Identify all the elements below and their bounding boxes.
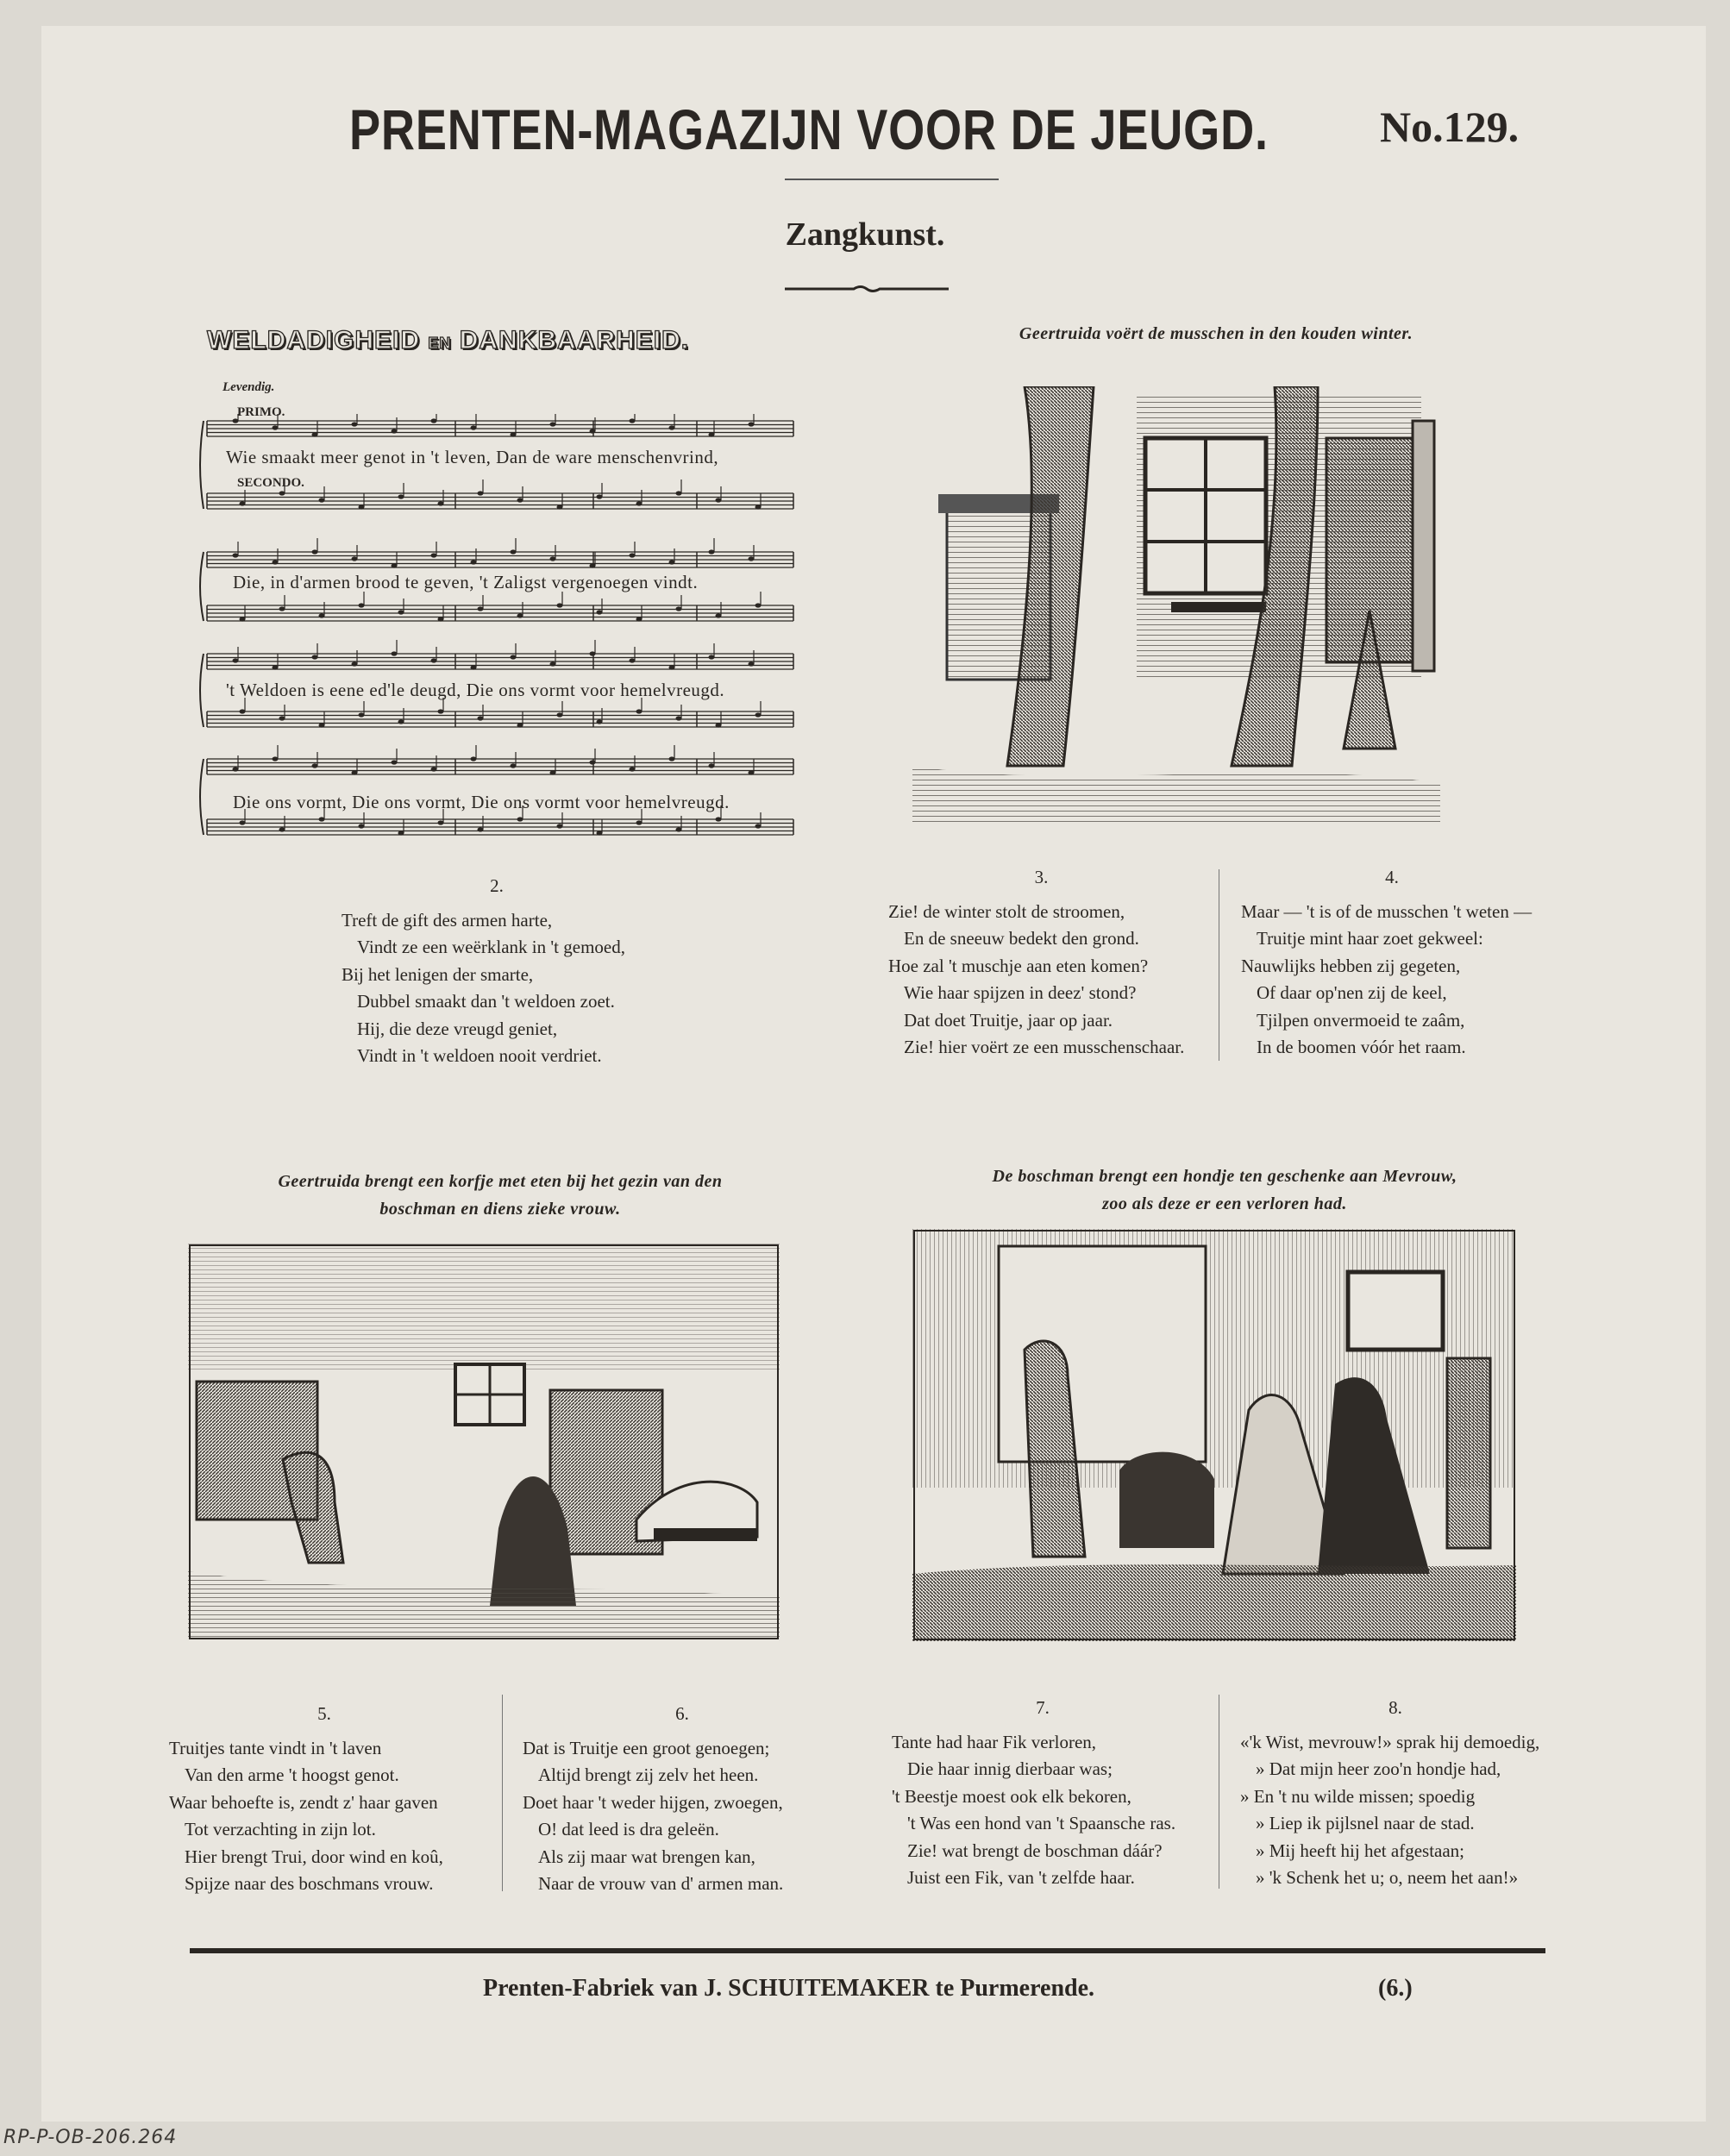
verse-line: Hij, die deze vreugd geniet, (357, 1018, 558, 1039)
verse-line: » Mij heeft hij het afgestaan; (1256, 1839, 1465, 1861)
system-brace (200, 552, 204, 621)
system-brace (200, 759, 204, 835)
verse-line: Vindt ze een weërklank in 't gemoed, (357, 937, 625, 957)
verse-line: Waar behoefte is, zendt z' haar gaven (169, 1791, 438, 1813)
verse-line: Altijd brengt zij zelv het heen. (538, 1764, 759, 1785)
verse-line: Wie haar spijzen in deez' stond? (904, 982, 1137, 1003)
footer-rule (190, 1948, 1545, 1953)
ornament-divider-icon (785, 285, 949, 293)
verse-line: Juist een Fik, van 't zelfde haar. (907, 1867, 1135, 1888)
verse-line: Tot verzachting in zijn lot. (185, 1819, 376, 1839)
verse-line: Hier brengt Trui, door wind en koû, (185, 1846, 443, 1867)
voice-primo: PRIMO. (237, 405, 285, 419)
basket-visit-illustration (188, 1244, 780, 1640)
voice-secondo: SECONDO. (237, 476, 304, 490)
verse-line: Truitje mint haar zoet gekweel: (1257, 928, 1483, 949)
page-title: PRENTEN-MAGAZIJN VOOR DE JEUGD. (349, 97, 1269, 161)
verse-3 (888, 864, 1216, 1062)
song-title-part: DANKBAARHEID. (459, 326, 690, 354)
verse-6 (523, 1701, 850, 1898)
illustration-caption (897, 1163, 1552, 1218)
caption-line: Geertruida voërt de musschen in den kouden winter. (1019, 324, 1413, 343)
verse-line: Zie! hier voërt ze een musschenschaar. (904, 1037, 1185, 1057)
verse-5 (169, 1701, 497, 1898)
verse-line: Zie! de winter stolt de stroomen, (888, 900, 1125, 922)
illustration-caption (172, 1168, 828, 1223)
verse-line: Tjilpen onvermoeid te zaâm, (1257, 1009, 1465, 1031)
song-title (207, 326, 689, 355)
system-brace (200, 421, 204, 509)
lyric-line: 't Weldoen is eene ed'le deugd, Die ons vormt voor hemelvreugd. (226, 680, 725, 700)
column-divider (502, 1695, 503, 1891)
verse-line: Vindt in 't weldoen nooit verdriet. (357, 1045, 602, 1066)
caption-line: boschman en diens zieke vrouw. (379, 1200, 621, 1219)
verse-line: Dat doet Truitje, jaar op jaar. (904, 1009, 1113, 1031)
song-title-part: WELDADIGHEID (207, 326, 420, 354)
verse-line: Zie! wat brengt de boschman dáár? (907, 1839, 1163, 1861)
caption-line: Geertruida brengt een korfje met eten bij het gezin van den (278, 1172, 723, 1191)
verse-8 (1240, 1695, 1559, 1892)
lyric-line: Die ons vormt, Die ons vormt, Die ons vormt voor hemelvreugd. (233, 792, 730, 812)
song-title-part: EN (428, 335, 452, 352)
verse-line: Als zij maar wat brengen kan, (538, 1846, 755, 1867)
verse-line: Dubbel smaakt dan 't weldoen zoet. (357, 991, 615, 1012)
verse-line: In de boomen vóór het raam. (1257, 1037, 1466, 1057)
publisher-imprint: Prenten-Fabriek van J. SCHUITEMAKER te Purmerende. (483, 1975, 1095, 2002)
system-brace (200, 654, 204, 727)
verse-number: 3. (1034, 867, 1049, 887)
section-title: Zangkunst. (785, 216, 945, 253)
verse-2 (342, 873, 686, 1070)
verse-line: Truitjes tante vindt in 't laven (169, 1737, 382, 1758)
verse-line: » Dat mijn heer zoo'n hondje had, (1256, 1758, 1501, 1779)
verse-line: Bij het lenigen der smarte, (342, 963, 534, 985)
title-rule (785, 179, 999, 180)
verse-line: Dat is Truitje een groot genoegen; (523, 1737, 770, 1758)
verse-4 (1241, 864, 1551, 1062)
verse-number: 7. (1036, 1697, 1050, 1718)
verse-number: 8. (1388, 1697, 1402, 1718)
verse-line: O! dat leed is dra geleën. (538, 1819, 719, 1839)
verse-line: Maar — 't is of de musschen 't weten — (1241, 900, 1533, 922)
verse-line: Nauwlijks hebben zij gegeten, (1241, 955, 1461, 976)
caption-line: zoo als deze er een verloren had. (1102, 1194, 1347, 1213)
verse-number: 6. (675, 1703, 689, 1724)
verse-line: Treft de gift des armen harte, (342, 909, 553, 931)
issue-number: No.129. (1380, 103, 1520, 151)
verse-number: 4. (1385, 867, 1399, 887)
winter-sparrows-illustration (912, 386, 1440, 822)
verse-line: » En 't nu wilde missen; spoedig (1240, 1785, 1476, 1807)
illustration-caption (914, 324, 1518, 344)
verse-line: Tante had haar Fik verloren, (892, 1731, 1097, 1752)
lyric-line: Die, in d'armen brood te geven, 't Zaligst vergenoegen vindt. (233, 572, 699, 592)
verse-line: Hoe zal 't muschje aan eten komen? (888, 955, 1149, 976)
verse-line: 't Was een hond van 't Spaansche ras. (907, 1813, 1176, 1833)
lyric-line: Wie smaakt meer genot in 't leven, Dan de ware menschenvrind, (226, 447, 719, 467)
verse-number: 2. (490, 875, 504, 896)
sheet-number: (6.) (1378, 1975, 1413, 2002)
verse-line: 't Beestje moest ook elk bekoren, (892, 1785, 1131, 1807)
verse-line: Naar de vrouw van d' armen man. (538, 1873, 784, 1894)
accession-number: RP-P-OB-206.264 (3, 2127, 178, 2148)
verse-line: «'k Wist, mevrouw!» sprak hij demoedig, (1240, 1731, 1540, 1752)
verse-line: » Liep ik pijlsnel naar de stad. (1256, 1813, 1475, 1833)
verse-7 (892, 1695, 1219, 1892)
verse-line: Die haar innig dierbaar was; (907, 1758, 1113, 1779)
verse-line: Spijze naar des boschmans vrouw. (185, 1873, 434, 1894)
verse-line: Doet haar 't weder hijgen, zwoegen, (523, 1791, 783, 1813)
verse-number: 5. (317, 1703, 331, 1724)
sheet-music (197, 414, 800, 849)
tempo-marking: Levendig. (223, 380, 275, 394)
caption-line: De boschman brengt een hondje ten geschenke aan Mevrouw, (992, 1167, 1457, 1186)
verse-line: En de sneeuw bedekt den grond. (904, 928, 1139, 949)
verse-line: Van den arme 't hoogst genot. (185, 1764, 399, 1785)
verse-line: Of daar op'nen zij de keel, (1257, 982, 1447, 1003)
dog-gift-illustration (912, 1229, 1516, 1641)
verse-line: » 'k Schenk het u; o, neem het aan!» (1256, 1867, 1519, 1888)
